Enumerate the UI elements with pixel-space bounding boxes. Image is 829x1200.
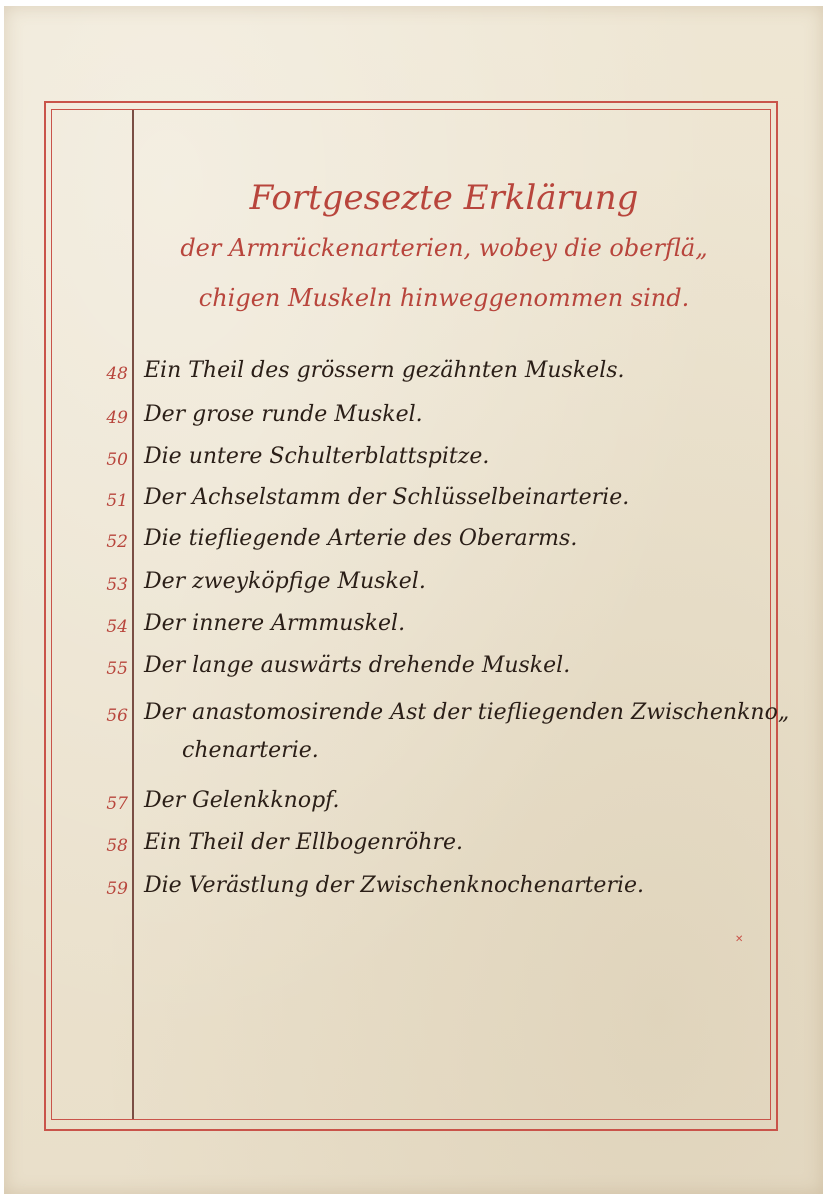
entry-text: Der Achselstamm der Schlüsselbeinarterie. [144,485,630,510]
entry-number: 57 [106,794,128,814]
red-ink-mark: ✕ [735,934,744,945]
margin-rule [132,110,134,1119]
entry-text: Der grose runde Muskel. [144,402,423,427]
entry-text: Der anastomosirende Ast der tiefliegenden Zwischenkno„ [144,700,790,725]
entry-text: Die Verästlung der Zwischenknochenarterie. [144,873,645,898]
page-title: Fortgesezte Erklärung [249,178,639,218]
entry-number: 51 [106,491,128,511]
page-subtitle-line-2: chigen Muskeln hinweggenommen sind. [198,284,690,312]
entry-text: Der Gelenkknopf. [144,788,340,813]
paper-sheet [4,6,823,1194]
entry-text: Der lange auswärts drehende Muskel. [144,653,571,678]
entry-text: Die tiefliegende Arterie des Oberarms. [144,526,578,551]
entry-text: Ein Theil des grössern gezähnten Muskels. [144,358,625,383]
entry-number: 53 [106,575,128,595]
entry-text-continuation: chenarterie. [182,738,319,763]
entry-number: 55 [106,659,128,679]
page-subtitle-line-1: der Armrückenarterien, wobey die oberflä„ [180,234,708,262]
entry-text: Die untere Schulterblattspitze. [144,444,490,469]
entry-text: Der zweyköpfige Muskel. [144,569,426,594]
entry-number: 50 [106,450,128,470]
entry-number: 59 [106,879,128,899]
entry-number: 58 [106,836,128,856]
entry-number: 48 [106,364,128,384]
entry-number: 54 [106,617,128,637]
entry-number: 49 [106,408,128,428]
entry-text: Der innere Armmuskel. [144,611,406,636]
entry-text: Ein Theil der Ellbogenröhre. [144,830,463,855]
entry-number: 52 [106,532,128,552]
entry-number: 56 [106,706,128,726]
